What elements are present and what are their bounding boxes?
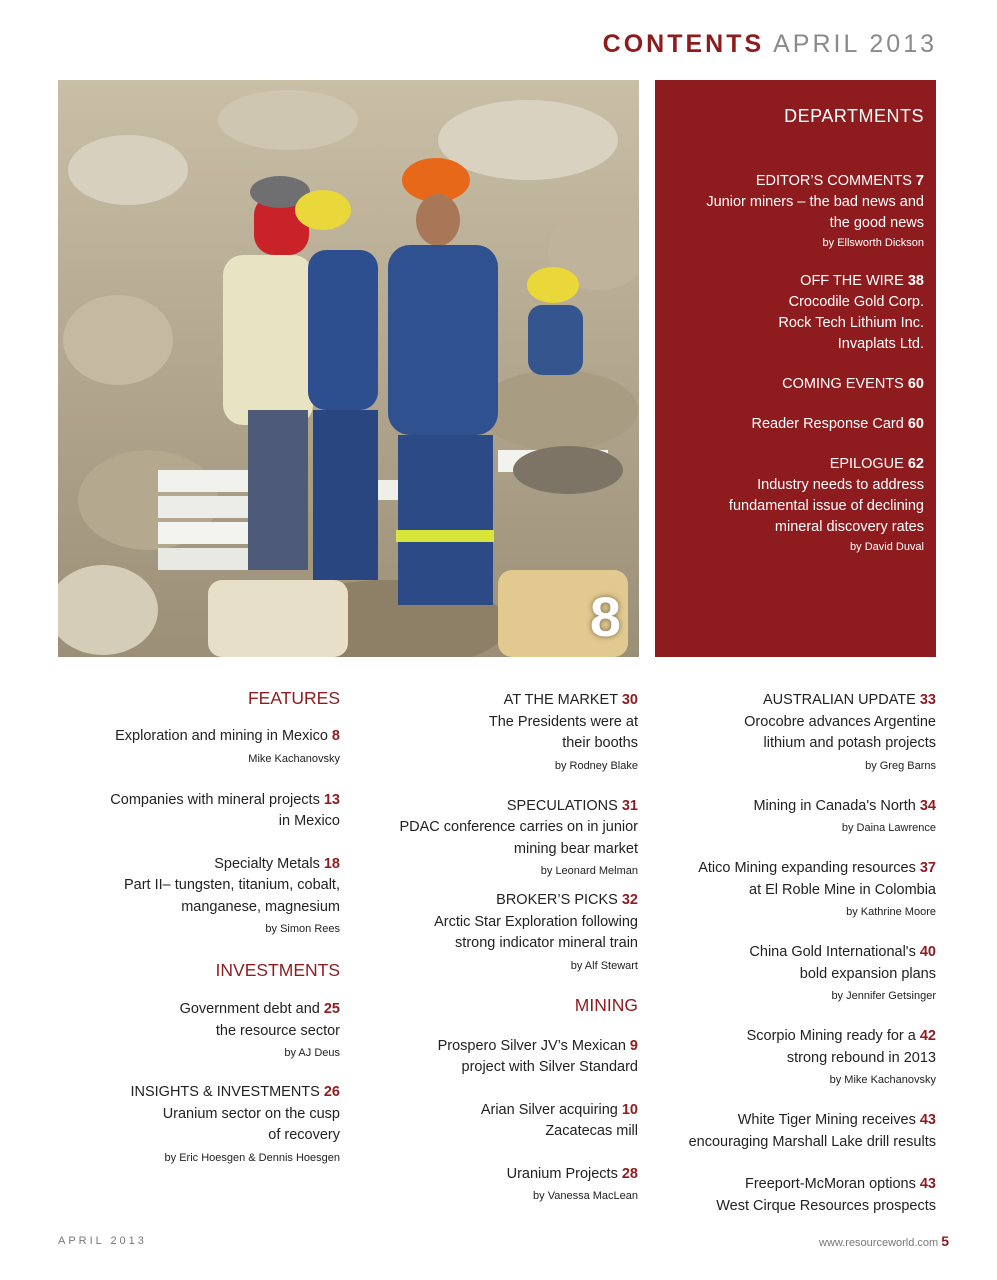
dept-item-epilogue[interactable] — [665, 454, 924, 556]
toc-item-title: China Gold International's — [749, 944, 916, 960]
dept-byline: by David Duval — [850, 541, 924, 553]
section-title-mining: MINING — [574, 994, 638, 1015]
dept-line: Junior miners – the bad news and — [706, 194, 924, 210]
toc-item-title: Exploration and mining in Mexico — [115, 728, 328, 744]
toc-item-page: 13 — [323, 791, 340, 808]
dept-line: Industry needs to address — [757, 477, 924, 493]
toc-item-line: bold expansion plans — [799, 965, 936, 982]
toc-item-byline: by Leonard Melman — [540, 865, 638, 877]
cover-photo — [58, 80, 639, 657]
toc-item-page: 30 — [621, 692, 638, 708]
toc-item[interactable] — [58, 790, 340, 833]
toc-item-page: 26 — [323, 1084, 340, 1100]
dept-item-off-the-wire[interactable] — [665, 271, 924, 355]
dept-page: 7 — [915, 173, 924, 189]
toc-item[interactable] — [660, 796, 936, 840]
toc-item[interactable] — [370, 796, 638, 883]
toc-item-line: West Cirque Resources prospects — [716, 1197, 936, 1214]
dept-line: fundamental issue of declining — [728, 498, 924, 514]
toc-item-page: 32 — [621, 892, 638, 908]
toc-item[interactable] — [370, 1100, 638, 1143]
toc-item-page: 42 — [919, 1028, 936, 1044]
toc-item-title: Mining in Canada's North — [753, 797, 916, 814]
dept-line: the good news — [829, 215, 924, 231]
toc-item[interactable] — [58, 854, 340, 941]
section-title-investments: INVESTMENTS — [215, 960, 340, 980]
toc-item-byline: by Vanessa MacLean — [533, 1190, 638, 1202]
dept-line: mineral discovery rates — [774, 519, 924, 535]
toc-item[interactable] — [58, 999, 340, 1064]
toc-item[interactable] — [660, 1174, 936, 1217]
toc-item-line: in Mexico — [278, 813, 340, 829]
toc-item-line: The Presidents were at — [488, 713, 638, 730]
toc-item[interactable] — [58, 1082, 340, 1169]
footer-page-number: 5 — [941, 1233, 949, 1249]
toc-item-title: Atico Mining expanding resources — [698, 860, 916, 876]
dept-head: OFF THE WIRE — [800, 273, 904, 289]
toc-item-page: 18 — [323, 855, 340, 872]
toc-item-page: 37 — [919, 860, 936, 876]
toc-item-line: the resource sector — [215, 1022, 340, 1039]
toc-item-line: of recovery — [268, 1127, 340, 1143]
toc-item-title: Uranium Projects — [506, 1165, 618, 1182]
toc-item-byline: by Mike Kachanovsky — [829, 1074, 936, 1086]
toc-item-page: 43 — [919, 1112, 936, 1128]
dept-page: 62 — [907, 456, 924, 472]
dept-page: 60 — [907, 376, 924, 392]
toc-item-byline: by Rodney Blake — [554, 759, 638, 772]
toc-item-page: 9 — [629, 1037, 638, 1054]
toc-item-line: Uranium sector on the cusp — [162, 1105, 340, 1122]
toc-item-title: AT THE MARKET — [503, 692, 618, 708]
departments-title: DEPARTMENTS — [784, 106, 924, 126]
toc-item-title: Arian Silver acquiring — [480, 1101, 618, 1118]
miners-photo-illustration — [58, 80, 639, 657]
dept-byline: by Ellsworth Dickson — [822, 237, 924, 249]
toc-item[interactable] — [660, 858, 936, 923]
toc-item-page: 40 — [919, 944, 936, 960]
toc-item-byline: by AJ Deus — [284, 1047, 340, 1059]
toc-item-line: manganese, magnesium — [181, 898, 340, 915]
toc-column-3 — [660, 690, 936, 1217]
contents-label: CONTENTS — [602, 30, 765, 58]
dept-page: 60 — [907, 416, 924, 432]
toc-item-byline: by Jennifer Getsinger — [831, 990, 936, 1002]
toc-item[interactable] — [58, 726, 340, 770]
toc-item-title: Companies with mineral projects — [110, 791, 320, 808]
toc-item-page: 43 — [919, 1176, 936, 1192]
toc-item-byline: by Daina Lawrence — [841, 822, 936, 834]
page-header — [603, 30, 937, 59]
toc-item[interactable] — [370, 1164, 638, 1208]
toc-item-byline: Mike Kachanovsky — [248, 752, 340, 765]
toc-column-2 — [370, 690, 638, 1207]
dept-head: COMING EVENTS — [782, 376, 904, 392]
toc-item-line: Orocobre advances Argentine — [744, 713, 936, 730]
dept-line: Invaplats Ltd. — [837, 336, 924, 352]
toc-item-title: AUSTRALIAN UPDATE — [763, 692, 916, 708]
toc-item[interactable] — [370, 690, 638, 777]
toc-item-byline: by Eric Hoesgen & Dennis Hoesgen — [164, 1151, 340, 1164]
dept-item-reader-response[interactable] — [665, 414, 924, 435]
toc-item-line: Part II– tungsten, titanium, cobalt, — [123, 877, 340, 893]
departments-panel — [655, 80, 936, 657]
dept-head: Reader Response Card — [751, 416, 904, 432]
toc-item-byline: by Greg Barns — [865, 759, 936, 772]
toc-item-title: Prospero Silver JV’s Mexican — [437, 1037, 626, 1054]
footer-url[interactable]: www.resourceworld.com — [819, 1237, 939, 1249]
dept-page: 38 — [907, 273, 924, 289]
toc-item-line: strong rebound in 2013 — [786, 1049, 936, 1066]
toc-item-page: 28 — [621, 1165, 638, 1182]
toc-item[interactable] — [660, 1026, 936, 1091]
toc-item[interactable] — [370, 890, 638, 977]
toc-item[interactable] — [660, 690, 936, 777]
toc-item-line: PDAC conference carries on in junior — [399, 819, 638, 835]
toc-item-title: INSIGHTS & INVESTMENTS — [130, 1084, 320, 1100]
toc-item-title: Specialty Metals — [214, 855, 320, 872]
toc-item-line: Zacatecas mill — [545, 1123, 638, 1139]
toc-item-line: lithium and potash projects — [763, 735, 936, 751]
dept-head: EDITOR’S COMMENTS — [755, 173, 912, 189]
toc-item-line: at El Roble Mine in Colombia — [749, 881, 936, 898]
dept-item-coming-events[interactable] — [665, 374, 924, 395]
footer-right — [819, 1233, 949, 1249]
toc-item-page: 10 — [621, 1101, 638, 1118]
toc-item[interactable] — [660, 942, 936, 1007]
issue-date: APRIL 2013 — [773, 30, 937, 58]
toc-item[interactable] — [660, 1110, 936, 1153]
toc-item-title: Scorpio Mining ready for a — [746, 1028, 916, 1044]
toc-item-line: their booths — [562, 735, 638, 751]
toc-item-byline: by Alf Stewart — [570, 959, 638, 972]
dept-head: EPILOGUE — [829, 456, 904, 472]
photo-page-number: 8 — [589, 585, 621, 648]
toc-item[interactable] — [370, 1036, 638, 1079]
dept-line: Crocodile Gold Corp. — [788, 294, 924, 310]
toc-item-title: White Tiger Mining receives — [737, 1112, 916, 1128]
toc-item-title: Freeport-McMoran options — [744, 1176, 916, 1192]
toc-item-line: strong indicator mineral train — [455, 935, 638, 951]
toc-item-line: Arctic Star Exploration following — [434, 913, 638, 930]
dept-line: Rock Tech Lithium Inc. — [778, 315, 924, 331]
toc-item-line: encouraging Marshall Lake drill results — [688, 1133, 936, 1150]
toc-column-1 — [58, 688, 340, 1169]
toc-item-title: SPECULATIONS — [506, 797, 618, 814]
footer-issue: APRIL 2013 — [58, 1235, 147, 1247]
toc-item-page: 34 — [919, 797, 936, 814]
toc-item-title: BROKER’S PICKS — [496, 892, 618, 908]
dept-item-editors-comments[interactable] — [665, 171, 924, 252]
section-title-features: FEATURES — [247, 688, 340, 708]
toc-item-page: 8 — [331, 728, 340, 744]
toc-item-title: Government debt and — [179, 1001, 320, 1017]
toc-item-page: 31 — [621, 797, 638, 814]
toc-item-page: 25 — [323, 1001, 340, 1017]
toc-item-line: mining bear market — [513, 840, 638, 857]
toc-item-line: project with Silver Standard — [461, 1059, 638, 1075]
toc-item-byline: by Simon Rees — [265, 923, 340, 935]
toc-item-page: 33 — [919, 692, 936, 708]
toc-item-byline: by Kathrine Moore — [846, 906, 936, 918]
